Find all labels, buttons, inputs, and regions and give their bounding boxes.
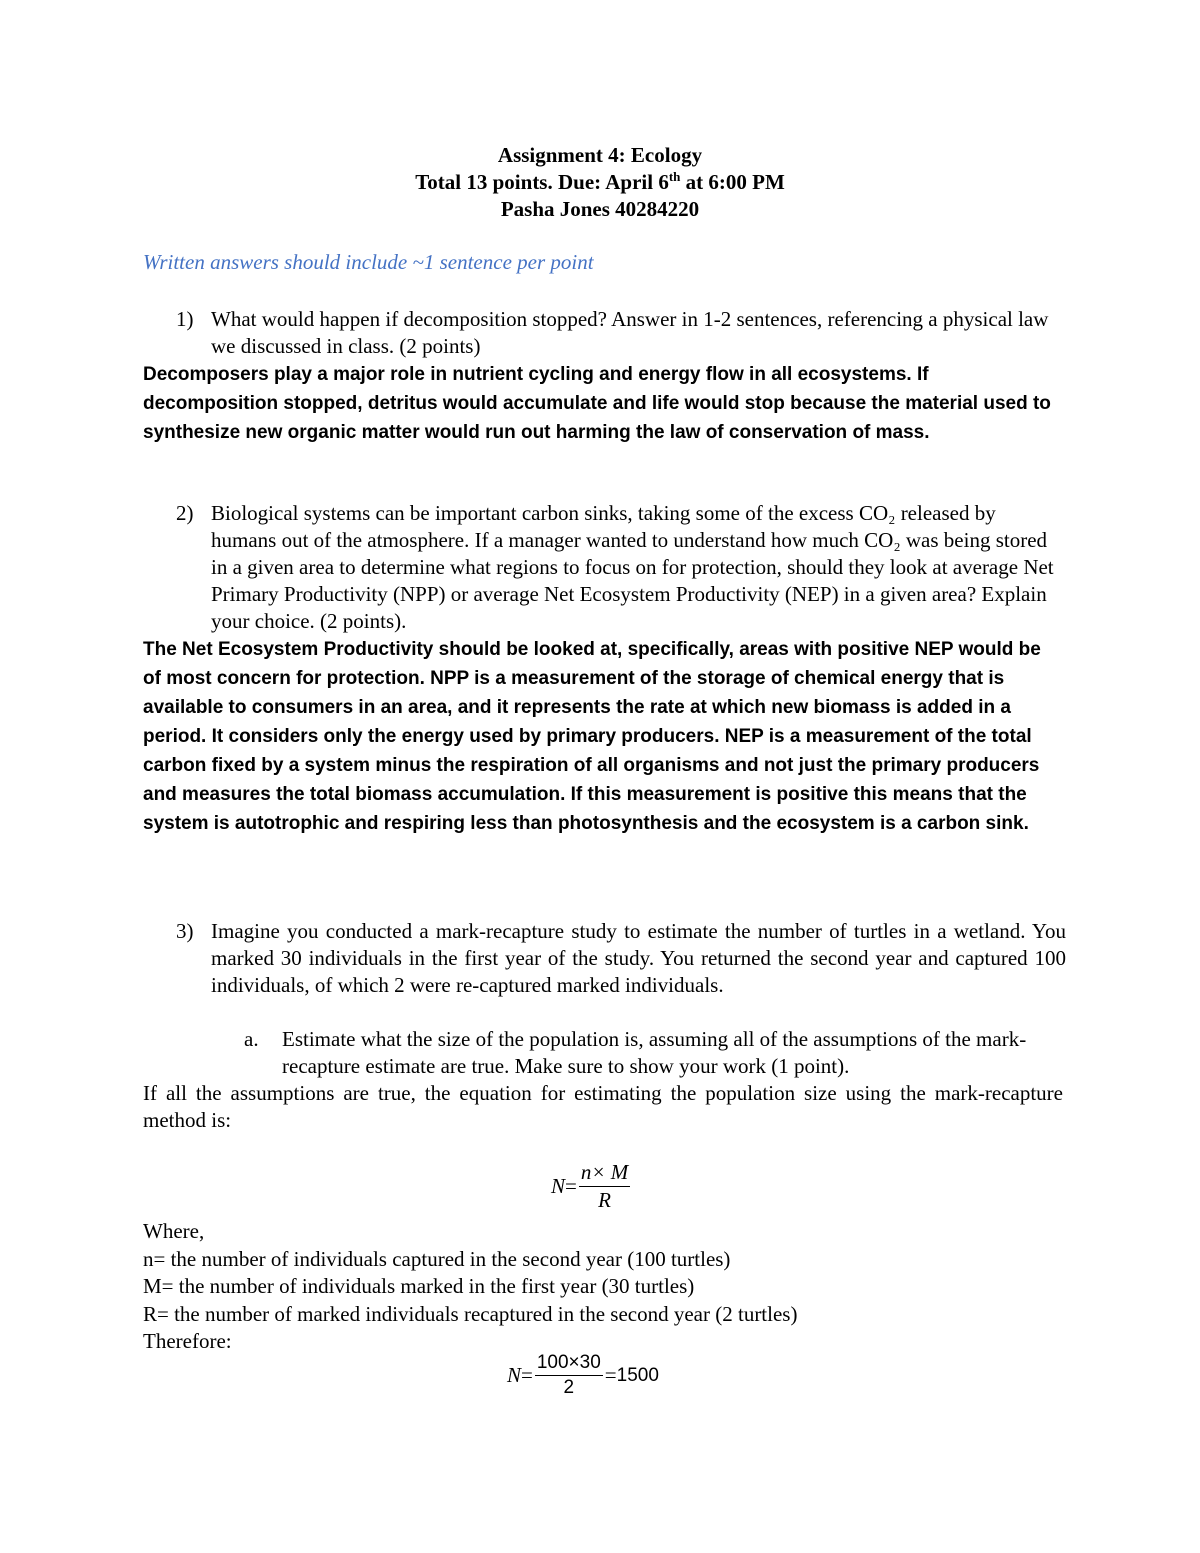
question-1-number: 1) xyxy=(176,307,194,331)
formula-fraction xyxy=(579,1160,630,1213)
variable-definitions xyxy=(143,1218,1063,1356)
document-header xyxy=(0,142,1200,223)
where-label: Where, xyxy=(143,1219,205,1243)
formula-numerator: n× M xyxy=(579,1160,630,1187)
calc-equals-2: = xyxy=(604,1363,617,1387)
question-3-number: 3) xyxy=(176,919,194,943)
answer-1: Decomposers play a major role in nutrient cycling and energy flow in all ecosystems. If decomposition stopped, detritus would accumulate and life would stop because the material used to synthesize new organic matter would run out harming the law of conservation of mass. xyxy=(143,364,1051,443)
due-text: Total 13 points. Due: April 6 xyxy=(415,170,669,194)
calc-numerator: 100×30 xyxy=(535,1352,603,1376)
question-3 xyxy=(176,918,1066,999)
question-3a-letter: a. xyxy=(244,1027,259,1051)
calc-denominator: 2 xyxy=(563,1377,575,1398)
calc-fraction xyxy=(535,1352,603,1399)
calc-equals: = xyxy=(521,1363,533,1387)
assignment-title: Assignment 4: Ecology xyxy=(497,143,703,167)
answer-3-intro: If all the assumptions are true, the equation for estimating the population size using the mark-recapture method is: xyxy=(143,1081,1063,1132)
due-line xyxy=(0,169,1200,196)
question-3-text: Imagine you conducted a mark-recapture study to estimate the number of turtles in a wetland. You marked 30 individuals in the first year of the study. You returned the second year and captured 100 individuals, of which 2 were re-captured marked individuals. xyxy=(211,919,1066,997)
question-2-number: 2) xyxy=(176,501,194,525)
calc-lhs: N xyxy=(507,1363,522,1387)
therefore-label: Therefore: xyxy=(143,1329,232,1353)
definition-n: n= the number of individuals captured in the second year (100 turtles) xyxy=(143,1246,731,1271)
formula-equals: = xyxy=(565,1174,577,1198)
question-1 xyxy=(176,306,1066,360)
definition-m: M= the number of individuals marked in the first year (30 turtles) xyxy=(143,1274,695,1298)
calc-result: 1500 xyxy=(616,1364,659,1386)
student-name: Pasha Jones 40284220 xyxy=(500,197,700,221)
due-superscript: th xyxy=(668,169,681,184)
question-2 xyxy=(176,500,1066,635)
question-3a-text: Estimate what the size of the population is, assuming all of the assumptions of the mark-recapture estimate are true. Make sure to show your work (1 point). xyxy=(282,1027,1027,1078)
question-1-text: What would happen if decomposition stopped? Answer in 1-2 sentences, referencing a physical law we discussed in class. (2 points) xyxy=(211,307,1049,358)
formula-lhs: N xyxy=(551,1174,566,1198)
instruction-note: Written answers should include ~1 sentence per point xyxy=(143,250,594,274)
formula-mark-recapture xyxy=(551,1160,632,1213)
answer-2: The Net Ecosystem Productivity should be looked at, specifically, areas with positive NEP would be of most concern for protection. NPP is a measurement of the storage of chemical energy that is available to consumers in an area, and it represents the rate at which new biomass is added in a period. It considers only the energy used by primary producers. NEP is a measurement of the total carbon fixed by a system minus the respiration of all organisms and not just the primary producers and measures the total biomass accumulation. If this measurement is positive this means that the system is autotrophic and respiring less than photosynthesis and the ecosystem is a carbon sink. xyxy=(143,639,1041,834)
question-3a xyxy=(244,1026,1064,1080)
definition-r: R= the number of marked individuals recaptured in the second year (2 turtles) xyxy=(143,1301,798,1326)
question-2-text: Biological systems can be important carbon sinks, taking some of the excess CO₂ released by humans out of the atmosphere. If a manager wanted to understand how much CO₂ was being stored in a given area to determine what regions to focus on for protection, should they look at average Net Primary Productivity (NPP) or average Net Ecosystem Productivity (NEP) in a given area? Explain your choice. (2 points). xyxy=(211,501,1054,633)
due-time: at 6:00 PM xyxy=(680,170,785,194)
formula-calculation xyxy=(507,1352,659,1399)
formula-denominator: R xyxy=(598,1188,611,1212)
